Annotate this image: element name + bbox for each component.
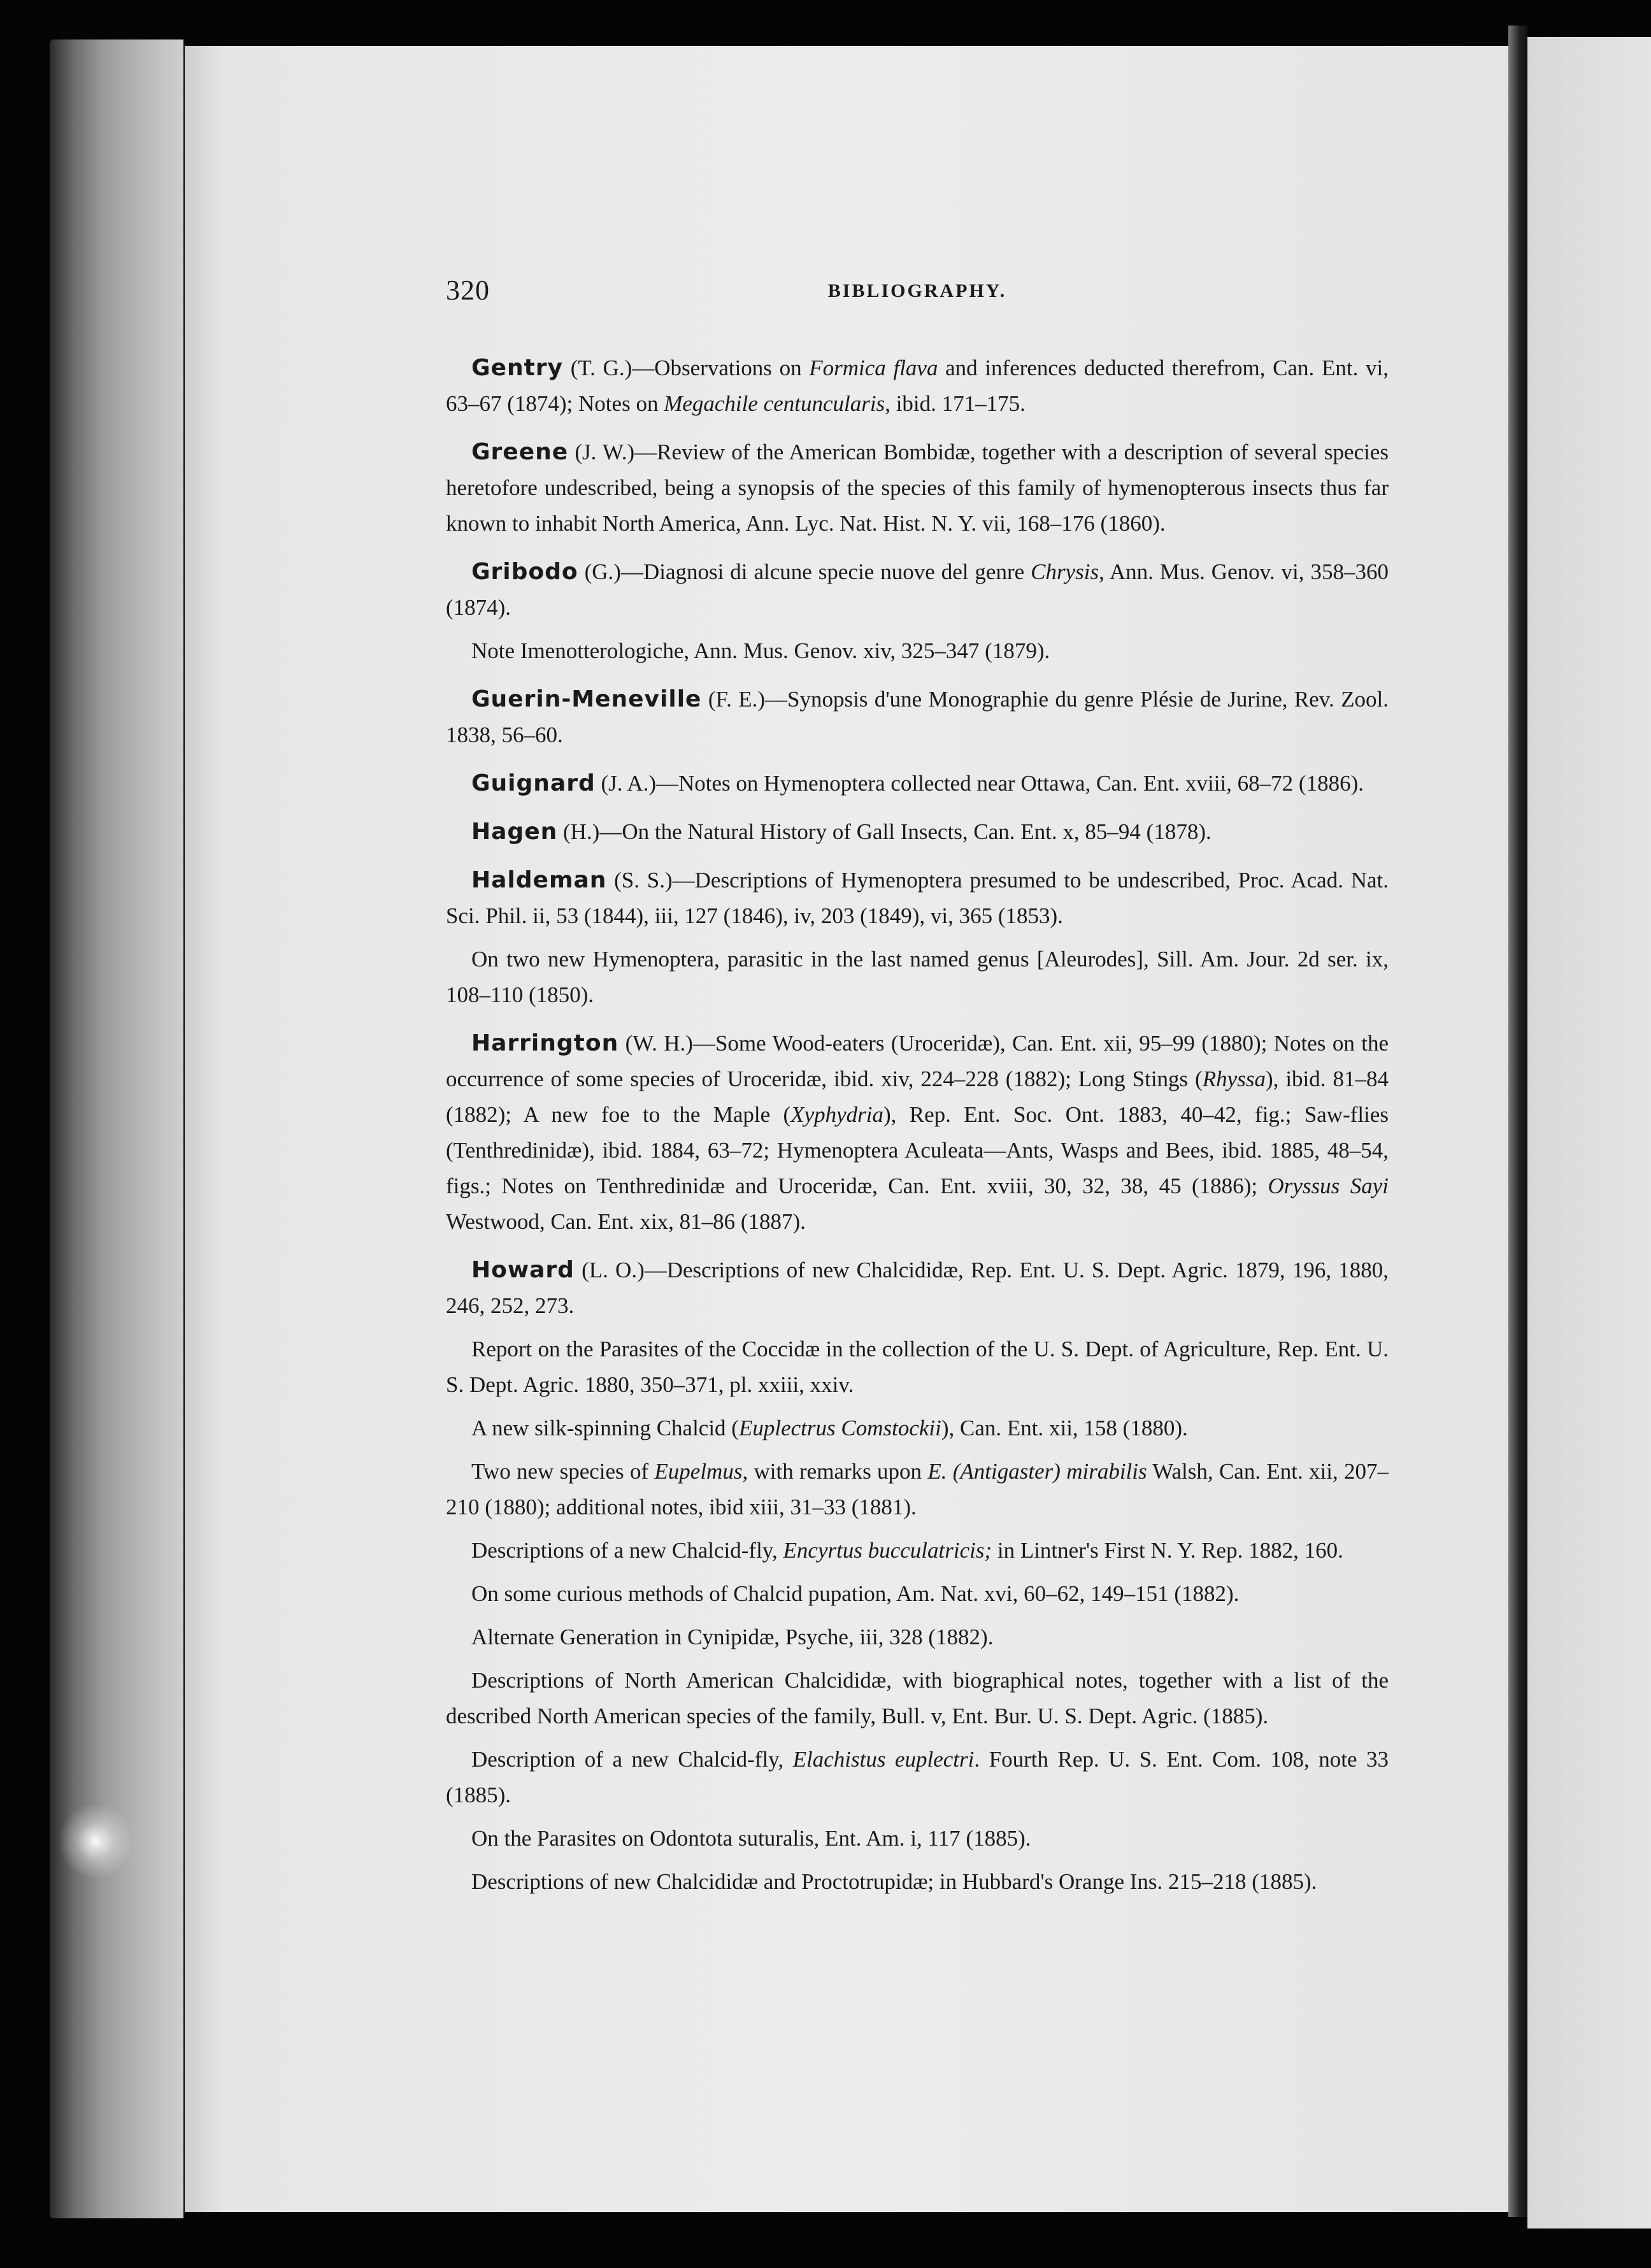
bibliography-entry xyxy=(446,814,1389,850)
entry-italic: Euplectrus Comstockii xyxy=(738,1416,941,1440)
entry-text: —Diagnosi di alcune specie nuove del genre xyxy=(620,559,1031,584)
page-title: BIBLIOGRAPHY. xyxy=(827,280,1007,301)
bibliography-entry xyxy=(446,554,1389,626)
entry-initials: (G.) xyxy=(578,559,621,584)
entry-italic: Eupelmus xyxy=(654,1459,743,1484)
entry-italic: E. (Antigaster) mirabilis xyxy=(927,1459,1147,1484)
entry-italic: Oryssus Sayi xyxy=(1268,1173,1389,1198)
entry-text: ), ibid. 81–84 (1882); A new foe to the Maple ( xyxy=(446,1066,1389,1127)
entry-text: Two new species of xyxy=(471,1459,655,1484)
bibliography-continuation xyxy=(446,1533,1389,1568)
entry-initials: (S. S.) xyxy=(606,868,673,893)
entry-text: A new silk-spinning Chalcid ( xyxy=(471,1416,739,1440)
bibliography-entry xyxy=(446,863,1389,934)
entry-text: in Lintner's First N. Y. Rep. 1882, 160. xyxy=(992,1538,1343,1563)
entry-text: . Fourth Rep. U. S. Ent. Com. 108, note 33 (1885). xyxy=(446,1747,1389,1807)
bibliography-continuation: Descriptions of North American Chalcididæ, with biographical notes, together with a list of the described North American species of the family, Bull. v, Ent. Bur. U. S. Dept. Agric. (1885). xyxy=(446,1668,1389,1728)
entry-text: Walsh, Can. Ent. xii, 207–210 (1880); additional notes, ibid xiii, 31–33 (1881). xyxy=(446,1459,1389,1519)
entry-initials: (J. A.) xyxy=(595,771,657,796)
entry-text: —On the Natural History of Gall Insects, Can. Ent. x, 85–94 (1878). xyxy=(599,819,1211,844)
entry-text: —Review of the American Bombidæ, together with a description of several species heretofore undescribed, being a synopsis of the species of this family of hymenopterous insects thus far known to inhabit North America, Ann. Lyc. Nat. Hist. N. Y. vii, 168–176 (1860). xyxy=(446,440,1389,536)
page-number: 320 xyxy=(446,275,490,306)
entry-text: ), Can. Ent. xii, 158 (1880). xyxy=(941,1416,1188,1440)
bibliography-continuation xyxy=(446,1742,1389,1813)
entry-italic: Elachistus euplectri xyxy=(792,1747,975,1772)
entry-italic: Megachile centuncularis xyxy=(664,391,885,416)
entry-text: —Notes on Hymenoptera collected near Ottawa, Can. Ent. xviii, 68–72 (1886). xyxy=(656,771,1364,796)
entry-italic: Xyphydria xyxy=(790,1102,883,1127)
entry-initials: (H.) xyxy=(557,819,600,844)
entry-text: —Descriptions of Hymenoptera presumed to be undescribed, Proc. Acad. Nat. Sci. Phil. ii, 53 (1844), iii, 127 (1846), iv, 203 (1849), vi, 365 (1853). xyxy=(446,868,1389,928)
entry-initials: (L. O.) xyxy=(574,1258,645,1282)
entry-text: , Ann. Mus. Genov. vi, 358–360 (1874). xyxy=(446,559,1389,620)
facing-page-edge xyxy=(1527,37,1651,2229)
entry-text: ), Rep. Ent. Soc. Ont. 1883, 40–42, fig.; Saw-flies (Tenthredinidæ), ibid. 1884, 63–72; Hymenoptera Aculeata—Ants, Wasps and Bees, ibid. 1885, 48–54, figs.; Notes on Tenthredinidæ and Uroceridæ, Can. Ent. xviii, 30, 32, 38, 45 (1886); xyxy=(446,1102,1389,1198)
entry-initials: (W. H.) xyxy=(618,1031,693,1056)
entry-italic: Rhyssa xyxy=(1202,1066,1266,1091)
bibliography-entry xyxy=(446,434,1389,542)
entry-author: Gribodo xyxy=(471,559,578,585)
entry-author: Greene xyxy=(471,439,569,465)
entry-author: Harrington xyxy=(471,1030,619,1056)
entry-text: Description of a new Chalcid-fly, xyxy=(471,1747,793,1772)
entry-author: Hagen xyxy=(471,819,558,845)
bibliography-continuation: Descriptions of new Chalcididæ and Proctotrupidæ; in Hubbard's Orange Ins. 215–218 (1885). xyxy=(471,1869,1317,1894)
bibliography-continuation: Report on the Parasites of the Coccidæ in the collection of the U. S. Dept. of Agriculture, Rep. Ent. U. S. Dept. Agric. 1880, 350–371, pl. xxiii, xxiv. xyxy=(446,1337,1389,1397)
entry-text: —Descriptions of new Chalcididæ, Rep. Ent. U. S. Dept. Agric. 1879, 196, 1880, 246, 252, 273. xyxy=(446,1258,1389,1318)
book-gutter xyxy=(1508,25,1527,2217)
entry-initials: (T. G.) xyxy=(563,355,633,380)
page-text-block xyxy=(446,274,1389,1913)
entry-text: —Synopsis d'une Monographie du genre Plésie de Jurine, Rev. Zool. 1838, 56–60. xyxy=(446,687,1389,747)
entry-italic: Encyrtus bucculatricis; xyxy=(783,1538,992,1563)
entry-author: Guerin-Meneville xyxy=(471,686,702,712)
entry-initials: (J. W.) xyxy=(568,440,635,464)
running-head xyxy=(446,274,1389,319)
entry-author: Haldeman xyxy=(471,867,607,893)
bibliography-entry xyxy=(446,1252,1389,1324)
bibliography-continuation: On the Parasites on Odontota suturalis, Ent. Am. i, 117 (1885). xyxy=(471,1826,1031,1851)
entry-text: Descriptions of a new Chalcid-fly, xyxy=(471,1538,783,1563)
bibliography-entry xyxy=(446,350,1389,422)
bibliography-continuation: Alternate Generation in Cynipidæ, Psyche, iii, 328 (1882). xyxy=(471,1625,994,1649)
entry-italic: Chrysis xyxy=(1031,559,1099,584)
bibliography-entry xyxy=(446,682,1389,753)
entry-author: Guignard xyxy=(471,770,596,796)
entry-author: Gentry xyxy=(471,355,564,381)
bibliography-continuation xyxy=(446,1454,1389,1525)
entry-text: , ibid. 171–175. xyxy=(885,391,1026,416)
bibliography-continuation: On some curious methods of Chalcid pupation, Am. Nat. xvi, 60–62, 149–151 (1882). xyxy=(471,1581,1240,1606)
bibliography-continuation: On two new Hymenoptera, parasitic in the last named genus [Aleurodes], Sill. Am. Jour. 2d ser. ix, 108–110 (1850). xyxy=(446,947,1389,1007)
entry-text: and inferences deducted therefrom, Can. Ent. vi, 63–67 (1874); Notes on xyxy=(446,355,1389,416)
bibliography-continuation: Note Imenotterologiche, Ann. Mus. Genov. xiv, 325–347 (1879). xyxy=(471,638,1050,663)
entry-text: —Observations on xyxy=(632,355,810,380)
entry-initials: (F. E.) xyxy=(701,687,766,712)
entry-text: Westwood, Can. Ent. xix, 81–86 (1887). xyxy=(446,1209,806,1234)
book-page-edges xyxy=(50,39,183,2218)
entry-italic: Formica flava xyxy=(809,355,938,380)
entry-text: , with remarks upon xyxy=(742,1459,928,1484)
entry-text: —Some Wood-eaters (Uroceridæ), Can. Ent. xii, 95–99 (1880); Notes on the occurrence of some species of Uroceridæ, ibid. xiv, 224–228 (1882); Long Stings ( xyxy=(446,1031,1389,1091)
bibliography-entry xyxy=(446,766,1389,801)
bibliography-entry xyxy=(446,1026,1389,1240)
bibliography-continuation xyxy=(446,1410,1389,1446)
entry-author: Howard xyxy=(471,1257,575,1283)
scan-glare xyxy=(57,1803,134,1879)
